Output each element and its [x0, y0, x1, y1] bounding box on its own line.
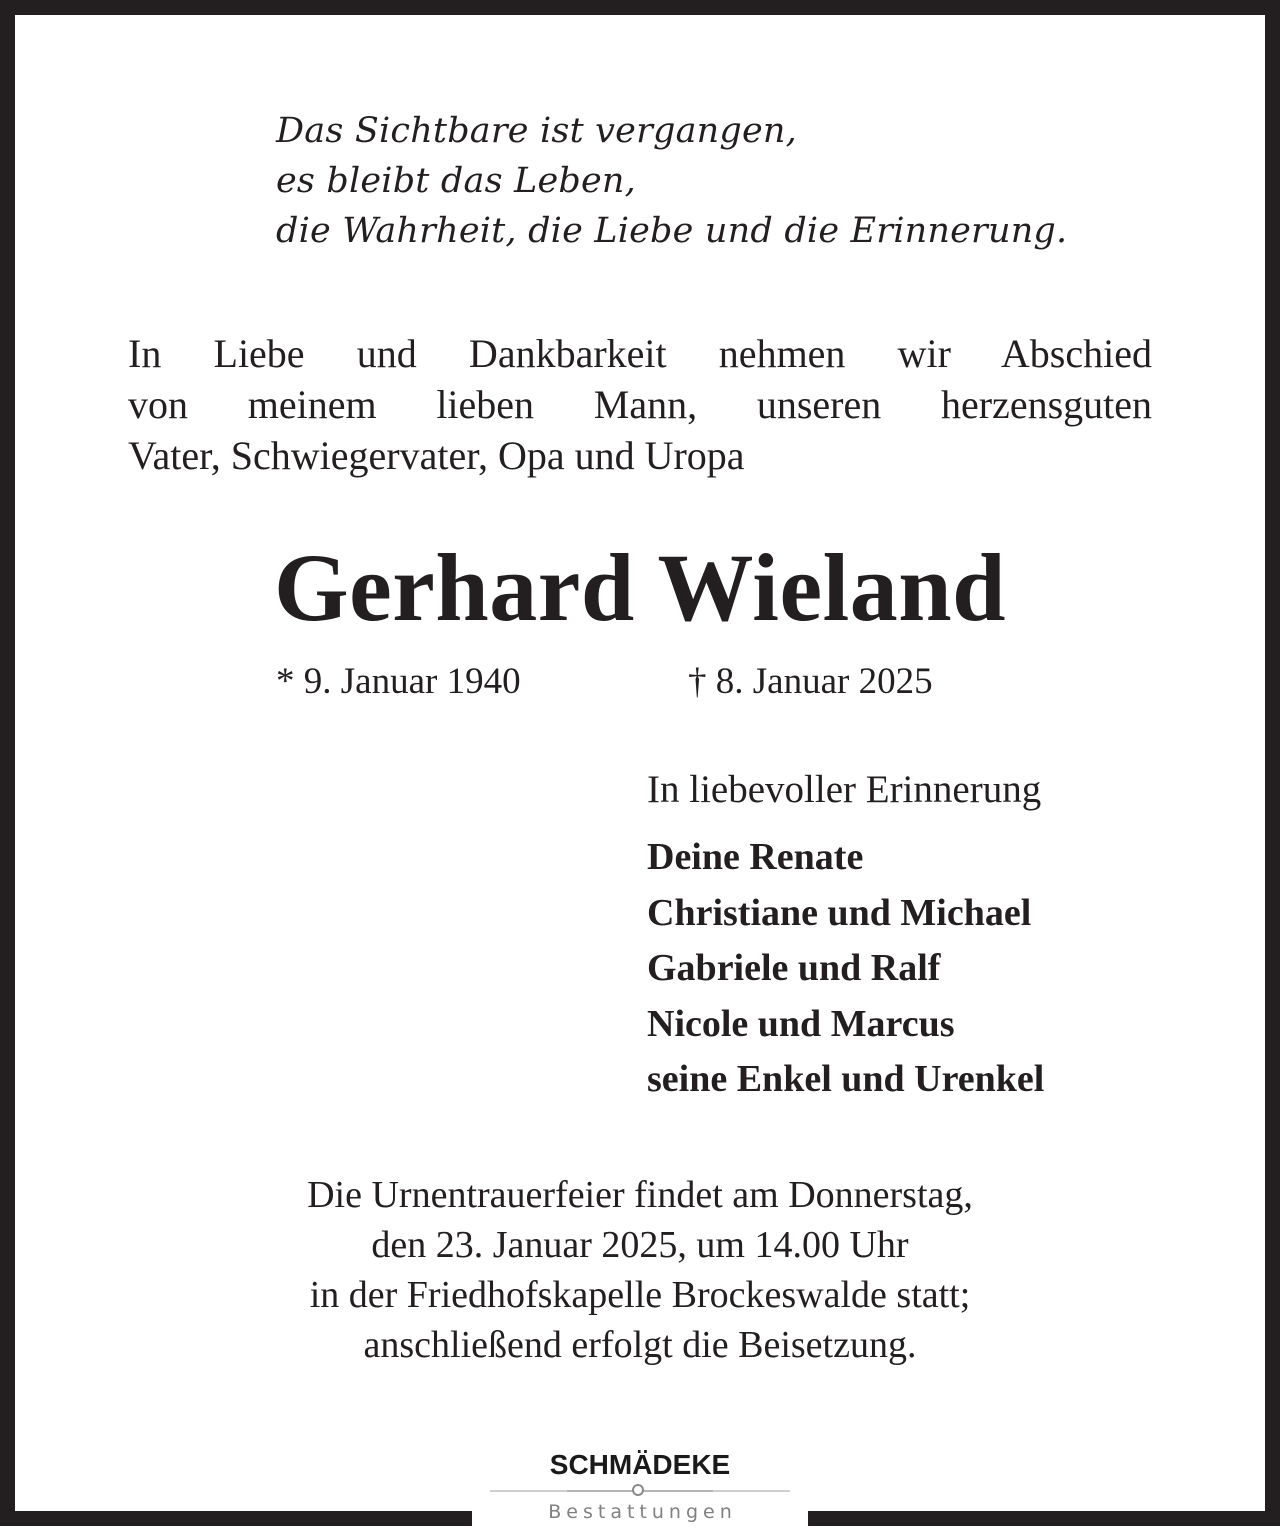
farewell-intro — [128, 328, 1152, 481]
intro-line: von meinem lieben Mann, unseren herzensguten — [128, 382, 1152, 427]
frame-border-bottom-right — [808, 1511, 1280, 1526]
death-date: † 8. Januar 2025 — [688, 661, 933, 702]
mourner: Christiane und Michael — [647, 891, 1032, 934]
mourner: Gabriele und Ralf — [647, 947, 941, 989]
ceremony-line: in der Friedhofskapelle Brockeswalde statt; — [309, 1274, 971, 1316]
ceremony-line: den 23. Januar 2025, um 14.00 Uhr — [371, 1224, 909, 1266]
life-dates — [276, 660, 933, 704]
motto-line: Das Sichtbare ist vergangen, — [276, 111, 797, 151]
ceremony-line: Die Urnentrauerfeier findet am Donnerstag, — [307, 1174, 973, 1216]
mourner: Nicole und Marcus — [647, 1002, 955, 1045]
motto-line: die Wahrheit, die Liebe und die Erinnerung. — [276, 211, 1068, 251]
intro-line: In Liebe und Dankbarkeit nehmen wir Abschied — [128, 331, 1152, 376]
logo-subtitle: Bestattungen — [548, 1501, 737, 1523]
ceremony-line: anschließend erfolgt die Beisetzung. — [363, 1324, 917, 1366]
frame-border-top — [0, 0, 1280, 15]
birth-date: * 9. Januar 1940 — [276, 661, 521, 702]
logo-name: SCHMÄDEKE — [549, 1449, 731, 1480]
logo-divider — [472, 1484, 808, 1498]
ring-ornament-icon — [632, 1484, 644, 1496]
frame-border-bottom-left — [0, 1511, 472, 1526]
mourner: seine Enkel und Urenkel — [647, 1058, 1045, 1100]
remembrance-heading: In liebevoller Erinnerung — [647, 768, 1042, 811]
ceremony-info — [0, 1170, 1280, 1370]
deceased-name: Gerhard Wieland — [273, 534, 1007, 641]
funeral-home-logo — [472, 1448, 808, 1540]
motto-line: es bleibt das Leben, — [276, 161, 636, 201]
intro-line: Vater, Schwiegervater, Opa und Uropa — [128, 433, 745, 478]
mourners-list — [647, 830, 1044, 1108]
mourner: Deine Renate — [647, 836, 864, 878]
motto-quote — [276, 106, 1067, 256]
